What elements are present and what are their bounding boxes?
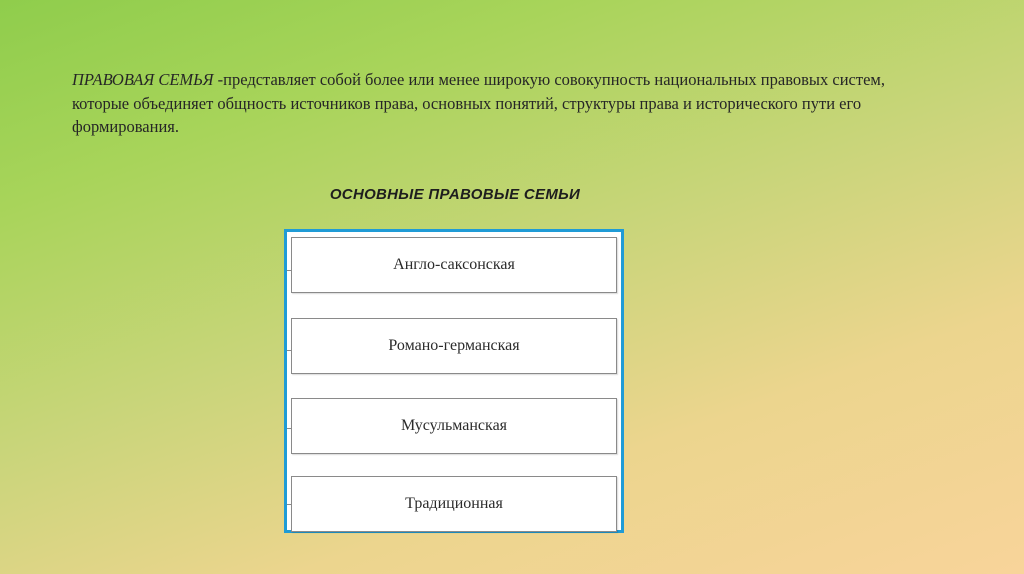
family-box-traditional: Традиционная bbox=[291, 476, 617, 532]
legal-families-frame bbox=[284, 229, 624, 533]
definition-paragraph bbox=[72, 68, 902, 139]
family-box-anglo-saxon: Англо-саксонская bbox=[291, 237, 617, 293]
definition-term: ПРАВОВАЯ СЕМЬЯ bbox=[72, 70, 214, 89]
family-box-romano-germanic: Романо-германская bbox=[291, 318, 617, 374]
family-box-muslim: Мусульманская bbox=[291, 398, 617, 454]
section-heading: ОСНОВНЫЕ ПРАВОВЫЕ СЕМЬИ bbox=[329, 186, 581, 203]
definition-text: -представляет собой более или менее широкую совокупность национальных правовых систем, которые объединяет общность источников права, основных понятий, структуры права и исторического пути его формирования. bbox=[72, 70, 885, 136]
